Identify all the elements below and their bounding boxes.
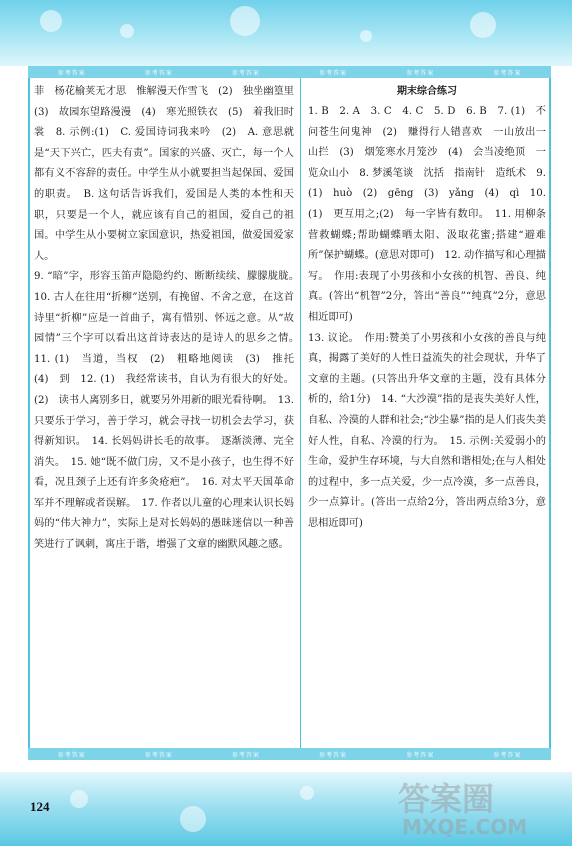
strip-label: 参考答案 <box>493 69 522 77</box>
strip-label: 参考答案 <box>493 751 522 759</box>
top-answer-strip <box>28 66 551 78</box>
answer-paragraph: 9. “暗”字，形容玉笛声隐隐约约、断断续续、朦朦胧胧。 10. 古人在往用“折柳”送别，有挽留、不舍之意，在这首诗里“折柳”应是一首曲子，寓有惜别、怀远之意。从“故园情”三个字可以看出这首诗表达的是诗人的思乡之情。 11. (1) 当道，当权 (2) 粗略地阅读 (3) 推托 (4) 到 12. (1) 我经常读书，自认为有很大的好处。(2) 读书人离别多日，就要另外用新的眼光看待啊。 13. 只要乐于学习，善于学习，就会寻找一切机会去学习，获得新知识。 14. 长妈妈讲长毛的故事。 逐渐淡薄、完全消失。 15. 她“既不做门房，又不是小孩子，也生得不好看，况且颈子上还有许多灸疮疤”。 16. 对太平天国革命军并不理解或者误解。 17. 作者以儿童的心理来认识长妈妈的“伟大神力”，实际上是对长妈妈的愚昧迷信以一种善笑进行了讽刺，寓庄于谐，增强了文章的幽默风趣之感。 <box>34 271 294 551</box>
strip-label: 参考答案 <box>319 751 348 759</box>
watermark-title: 答案圈 <box>398 780 495 818</box>
right-column <box>308 82 546 534</box>
bottom-answer-strip <box>28 748 551 760</box>
watermark-logo <box>392 776 562 840</box>
page-number: 124 <box>30 799 50 814</box>
left-column <box>34 82 294 556</box>
strip-label: 参考答案 <box>231 69 260 77</box>
answer-paragraph: 菲 杨花榆荚无才思 惟解漫天作雪飞 (2) 独坐幽篁里 (3) 故园东望路漫漫 (4) 寒光照铁衣 (5) 着我旧时裳 8. 示例:(1) C. 爱国诗词我来吟 (2) A. 意思就是“天下兴亡，匹夫有责”。国家的兴盛、灭亡，每一个人都有义不容辞的责任。中学生从小就要担当起保国、爱国的职责。 B. 这句话告诉我们，爱国是人类的本性和天职，只要是一个人，就应该有自己的祖国，爱自己的祖国。中学生从小要树立家国意识，热爱祖国，做爱国爱家人。 <box>34 86 294 262</box>
column-divider <box>300 78 301 748</box>
watermark-url: MXQE.COM <box>402 815 528 839</box>
answer-paragraph: 1. B 2. A 3. C 4. C 5. D 6. B 7. (1) 不问苍生问鬼神 (2) 赚得行人错喜欢 一山放出一山拦 (3) 烟笼寒水月笼沙 (4) 会当凌绝顶 一览众山小 8. 梦溪笔谈 沈括 指南针 造纸术 9. (1) huò (2) gēng (3) yǎng (4) qì 10. (1) 更互用之;(2) 每一字皆有数印。 11. 用柳条营救蝴蝶;帮助蝴蝶晒太阳、汲取花蜜;搭建“避难所”保护蝴蝶。(意思对即可) 12. 动作描写和心理描写。 作用:表现了小男孩和小女孩的机智、善良、纯真。(答出“机智”2分，答出“善良”“纯真”2分，意思相近即可) <box>308 106 546 323</box>
strip-label: 参考答案 <box>406 751 435 759</box>
strip-label: 参考答案 <box>144 69 173 77</box>
strip-label: 参考答案 <box>231 751 260 759</box>
top-decorative-banner <box>0 0 572 66</box>
strip-label: 参考答案 <box>144 751 173 759</box>
strip-label: 参考答案 <box>57 69 86 77</box>
answer-paragraph: 13. 议论。 作用:赞美了小男孩和小女孩的善良与纯真，揭露了美好的人性日益流失的社会现状，升华了文章的主题。(只答出升华文章的主题，没有具体分析的，给1分) 14. “大沙漠”指的是丧失美好人性，自私、冷漠的人群和社会;“沙尘暴”指的是人们丧失美好人性，自私、冷漠的行为。 15. 示例:关爱弱小的生命，爱护生存环境，与大自然和谐相处;在与人相处的过程中，多一点关爱，少一点冷漠，多一点善良，少一点算计。(答出一点给2分，答出两点给3分，意思相近即可) <box>308 332 546 529</box>
strip-label: 参考答案 <box>406 69 435 77</box>
section-title: 期末综合练习 <box>397 86 457 97</box>
strip-label: 参考答案 <box>57 751 86 759</box>
strip-label: 参考答案 <box>319 69 348 77</box>
